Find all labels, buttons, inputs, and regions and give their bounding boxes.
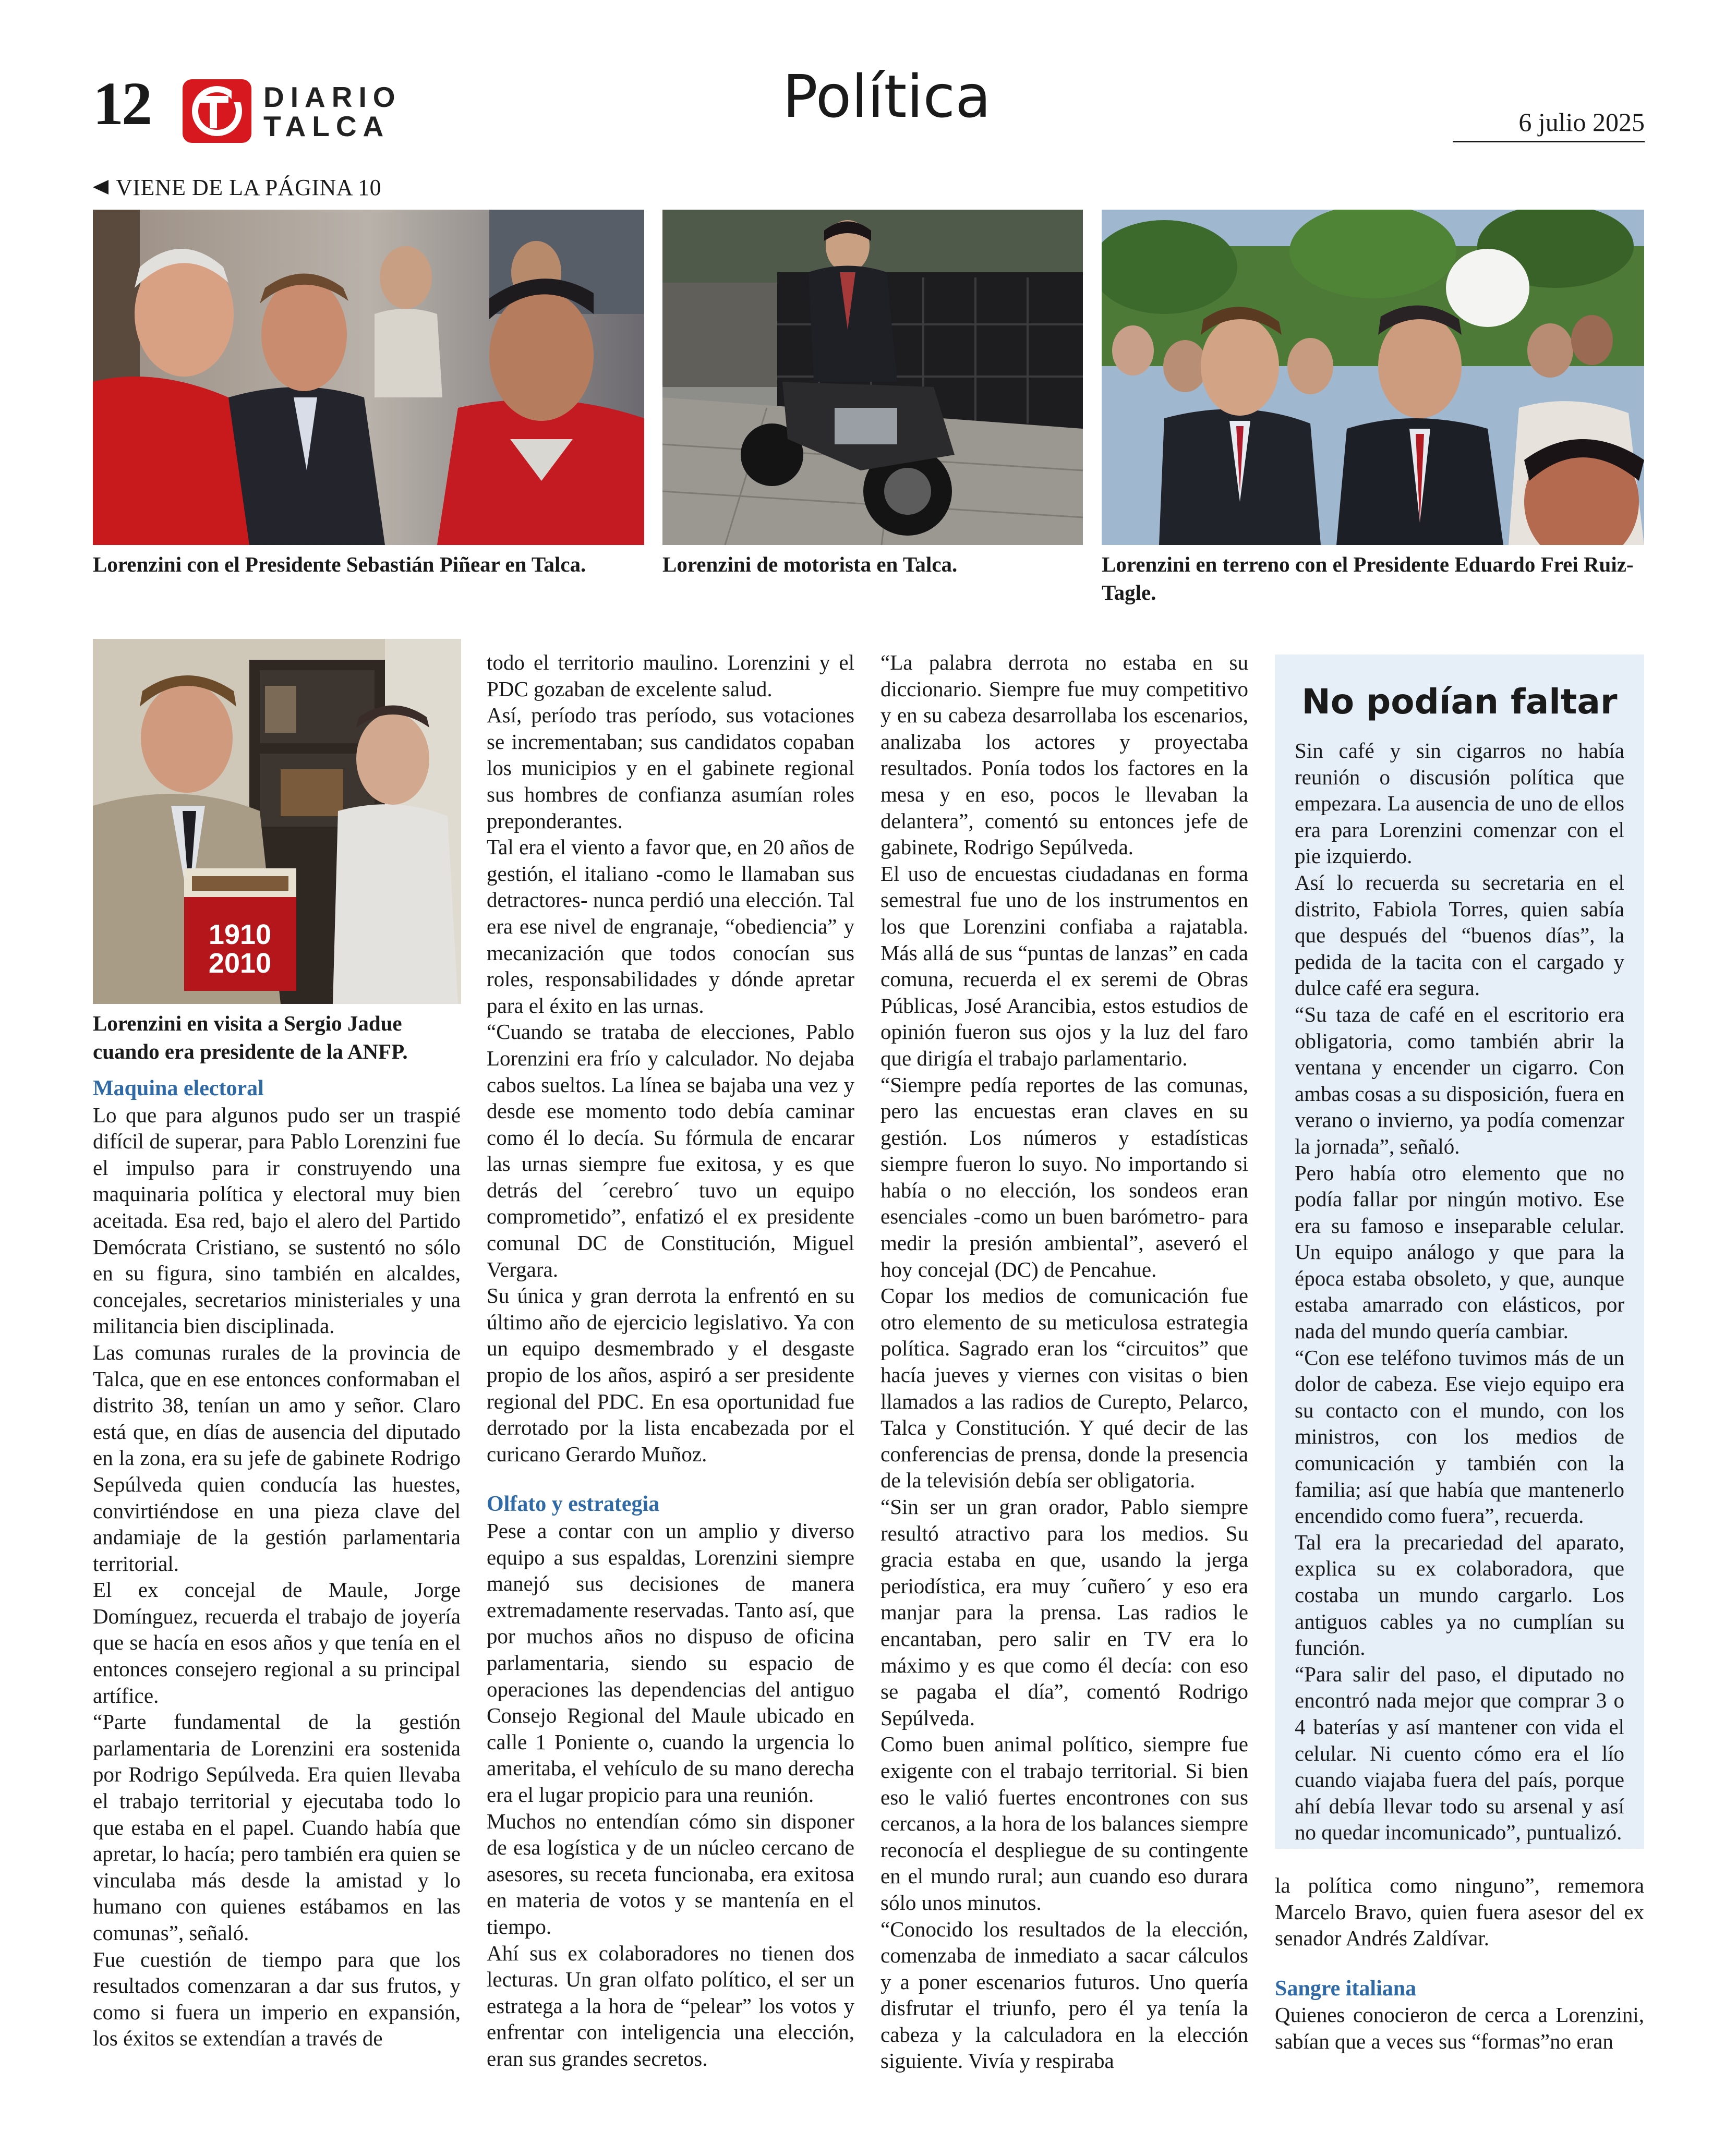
paragraph: Sin café y sin cigarros no había reunión o discusión política que empezara. La ausencia de uno de ellos era para Lorenzini comenzar con el pie izquierdo.: [1295, 738, 1624, 868]
paragraph: Ahí sus ex colaboradores no tienen dos lecturas. Un gran olfato político, el ser un estratega a la hora de “pelear” los votos y enfrentar con inteligencia una elección, eran sus grandes secretos.: [487, 1941, 854, 2070]
paragraph: “La palabra derrota no estaba en su diccionario. Siempre fue muy competitivo y en su cabeza desarrollaba los escenarios, analizaba los actores y proyectaba resultados. Ponía todos los factores en la mesa y en eso, pocos le llevaban la delantera”, comentó su entonces jefe de gabinete, Rodrigo Sepúlveda.: [880, 650, 1248, 859]
paragraph: “Conocido los resultados de la elección, comenzaba de inmediato a sacar cálculos y a poner escenarios futuros. Uno quería disfrutar el triunfo, pero él ya tenía la cabeza y la calculadora en la elección siguiente. Vivía y respiraba: [880, 1917, 1248, 2073]
sidebar-body: [1275, 737, 1644, 1846]
paragraph: Pese a contar con un amplio y diverso equipo a sus espaldas, Lorenzini siempre manejó sus decisiones de manera extremadamente reservadas. Tanto así, que por muchos años no dispuso de oficina parlamentaria, siendo su espacio de operaciones las dependencias del antiguo Consejo Regional del Maule ubicado en calle 1 Poniente o, cuando la urgencia lo ameritaba, el vehículo de su mano derecha era el lugar propicio para una reunión.: [487, 1519, 854, 1807]
book-cover-label-2: 2010: [208, 948, 272, 979]
photo-jadue: [93, 639, 461, 1004]
sidebar-title: No podían faltar: [1301, 682, 1618, 722]
paragraph: Copar los medios de comunicación fue otro elemento de su meticulosa estrategia política. Sagrado eran los “circuitos” que hacía jueves y viernes con visitas o bien llamados a las radios de Curepto, Pelarco, Talca y Constitución. Y qué decir de las conferencias de prensa, donde la presencia de la televisión debía ser obligatoria.: [880, 1283, 1248, 1493]
paragraph: Muchos no entendían cómo sin disponer de esa logística y de un núcleo cercano de asesores, su receta funcionaba, era exitosa en materia de votos y se mantenía en el tiempo.: [487, 1809, 854, 1939]
photo-caption: Lorenzini en terreno con el Presidente Eduardo Frei Ruiz-Tagle.: [1102, 552, 1634, 604]
paragraph: Tal era el viento a favor que, en 20 años de gestión, el italiano -como le llamaban sus detractores- nunca perdió una elección. Tal era ese nivel de engranaje, “obediencia” y mecanización que todos conocían sus roles, responsabilidades y dónde apretar para el éxito en las urnas.: [487, 835, 854, 1018]
continued-label: VIENE DE LA PÁGINA 10: [116, 175, 382, 200]
paragraph: “Su taza de café en el escritorio era obligatoria, como también abrir la ventana y encender un cigarro. Con ambas cosas a su disposición, fuera en verano o invierno, ya podía comenzar la jornada”, señaló.: [1295, 1002, 1624, 1158]
subhead-maquina-electoral: Maquina electoral: [93, 1076, 264, 1100]
logo-wordmark: [263, 82, 402, 141]
issue-date: 6 julio 2025: [1518, 107, 1645, 137]
photo-motorcycle: [662, 210, 1083, 545]
paragraph: Así, período tras período, sus votaciones se incrementaban; sus candidatos copaban los municipios y en el gabinete regional sus hombres de confianza asumían roles preponderantes.: [487, 703, 854, 833]
paragraph: Las comunas rurales de la provincia de Talca, que en ese entonces conformaban el distrito 38, tenían un amo y señor. Claro está que, en días de ausencia del diputado en la zona, era su jefe de gabinete Rodrigo Sepúlveda quien conducía las huestes, convirtiéndose en una pieza clave del andamiaje de la gestión parlamentaria territorial.: [93, 1340, 461, 1576]
paragraph: “Sin ser un gran orador, Pablo siempre resultó atractivo para los medios. Su gracia estaba en que, usando la jerga periodística, era muy ´cuñero´ y eso era manjar para la prensa. Las radios le encantaban, pero salir en TV era lo máximo y es que como él decía: con eso se pagaba el día”, comentó Rodrigo Sepúlveda.: [880, 1495, 1248, 1730]
paragraph: la política como ninguno”, rememora Marcelo Bravo, quien fuera asesor del ex senador Andrés Zaldívar.: [1275, 1873, 1644, 1951]
paragraph: El uso de encuestas ciudadanas en forma semestral fue uno de los instrumentos en los que Lorenzini confiaba a rajatabla. Más allá de sus “puntas de lanzas” en cada comuna, recuerda el ex seremi de Obras Públicas, José Arancibia, estos estudios de opinión fueron sus ojos y la luz del faro que dirigía el trabajo parlamentario.: [880, 861, 1248, 1070]
article-column-4: [1275, 1872, 1644, 2055]
paragraph: todo el territorio maulino. Lorenzini y el PDC gozaban de excelente salud.: [487, 650, 854, 701]
article-column-3: [880, 649, 1248, 2074]
paragraph: Quienes conocieron de cerca a Lorenzini, sabían que a veces sus “formas”no eran: [1275, 2003, 1644, 2053]
paragraph: “Con ese teléfono tuvimos más de un dolor de cabeza. Ese viejo equipo era su contacto con el mundo, con los ministros, con los medios de comunicación y también con la familia; así que había que mantenerlo encendido como fuera”, recuerda.: [1295, 1345, 1624, 1528]
paragraph: “Cuando se trataba de elecciones, Pablo Lorenzini era frío y calculador. No dejaba cabos sueltos. La línea se bajaba una vez y desde ese momento todo debía caminar como él lo decía. Su fórmula de encarar las urnas siempre fue exitosa, y es que detrás del ´cerebro´ tuvo un equipo comprometido”, enfatizó el ex presidente comunal DC de Constitución, Miguel Vergara.: [487, 1020, 854, 1281]
diario-talca-logo-icon: [183, 79, 251, 143]
subhead-sangre-italiana: Sangre italiana: [1275, 1976, 1417, 2001]
paragraph: Fue cuestión de tiempo para que los resultados comenzaran a dar sus frutos, y como si fuera un imperio en expansión, los éxitos se extendían a través de: [93, 1947, 461, 2051]
book-cover-label: 1910: [208, 919, 272, 950]
paragraph: “Para salir del paso, el diputado no encontró nada mejor que comprar 3 o 4 baterías y así mantener con vida el celular. Ni cuento cómo era el lío cuando viajaba fuera del país, porque ahí debía llevar todo su arsenal y así no quedar incomunicado”, puntualizó.: [1295, 1662, 1624, 1845]
date-rule: [1453, 141, 1645, 142]
subhead-olfato-estrategia: Olfato y estrategia: [487, 1492, 660, 1517]
photo-caption: Lorenzini en visita a Sergio Jadue cuando era presidente de la ANFP.: [93, 1011, 408, 1063]
photo-pinera: [93, 210, 644, 545]
paragraph: Pero había otro elemento que no podía fallar por ningún motivo. Ese era su famoso e inseparable celular. Un equipo análogo y que para la época estaba obsoleto, y que, aunque estaba amarrado con elásticos, por nada del mundo quería cambiar.: [1295, 1160, 1624, 1343]
left-arrow-icon: [93, 180, 108, 195]
sidebar-box: [1275, 655, 1644, 1849]
article-column-2: [487, 649, 854, 2072]
logo-line-1: DIARIO: [263, 81, 402, 113]
section-title: Política: [782, 63, 991, 131]
paragraph: El ex concejal de Maule, Jorge Domínguez, recuerda el trabajo de joyería que se hacía en esos años y que tenía en el entonces consejero regional a su principal artífice.: [93, 1578, 461, 1707]
photo-frei: [1102, 210, 1644, 545]
paragraph: Como buen animal político, siempre fue exigente con el trabajo territorial. Si bien eso le valió fuertes encontrones con sus cercanos, a la hora de los balances siempre reconocía el despliegue de su contingente en el mundo rural; aun cuando eso durara sólo unos minutos.: [880, 1732, 1248, 1915]
paragraph: “Siempre pedía reportes de las comunas, pero las encuestas eran claves en su gestión. Los números y estadísticas siempre fueron lo suyo. No importando si había o no elección, los sondeos eran esenciales -como un buen barómetro- para medir la presión ambiental”, aseveró el hoy concejal (DC) de Pencahue.: [880, 1072, 1248, 1281]
paragraph: Lo que para algunos pudo ser un traspié difícil de superar, para Pablo Lorenzini fue el impulso para ir construyendo una maquinaria política y electoral muy bien aceitada. Esa red, bajo el alero del Partido Demócrata Cristiano, se sustentó no sólo en su figura, sino también en alcaldes, concejales, secretarios ministeriales y una militancia bien disciplinada.: [93, 1103, 461, 1338]
paragraph: Tal era la precariedad del aparato, explica su ex colaboradora, que costaba un mundo cargarlo. Los antiguos cables ya no cumplían su función.: [1295, 1530, 1624, 1660]
continued-from: [93, 174, 381, 201]
article-column-1: [93, 1075, 461, 2052]
photo-caption: Lorenzini de motorista en Talca.: [662, 552, 958, 576]
logo-line-2: TALCA: [263, 110, 390, 142]
paragraph: Así lo recuerda su secretaria en el distrito, Fabiola Torres, quien sabía que después del “buenos días”, la pedida de la tacita con el cargado y dulce café era segura.: [1295, 870, 1624, 1000]
photo-caption: Lorenzini con el Presidente Sebastián Piñear en Talca.: [93, 552, 586, 576]
page-number: 12: [93, 69, 150, 138]
paragraph: Su única y gran derrota la enfrentó en su último año de ejercicio legislativo. Ya con un equipo desmembrado y el desgaste propio de los años, aspiró a ser presidente regional del PDC. En esa oportunidad fue derrotado por la lista encabezada por el curicano Gerardo Muñoz.: [487, 1283, 854, 1466]
paragraph: “Parte fundamental de la gestión parlamentaria de Lorenzini era sostenida por Rodrigo Sepúlveda. Era quien llevaba el trabajo territorial y ejecutaba todo lo que estaba en el papel. Cuando había que apretar, lo hacía; pero también era quien se vinculaba más desde la amistad y lo humano con quienes estábamos en las comunas”, señaló.: [93, 1710, 461, 1945]
